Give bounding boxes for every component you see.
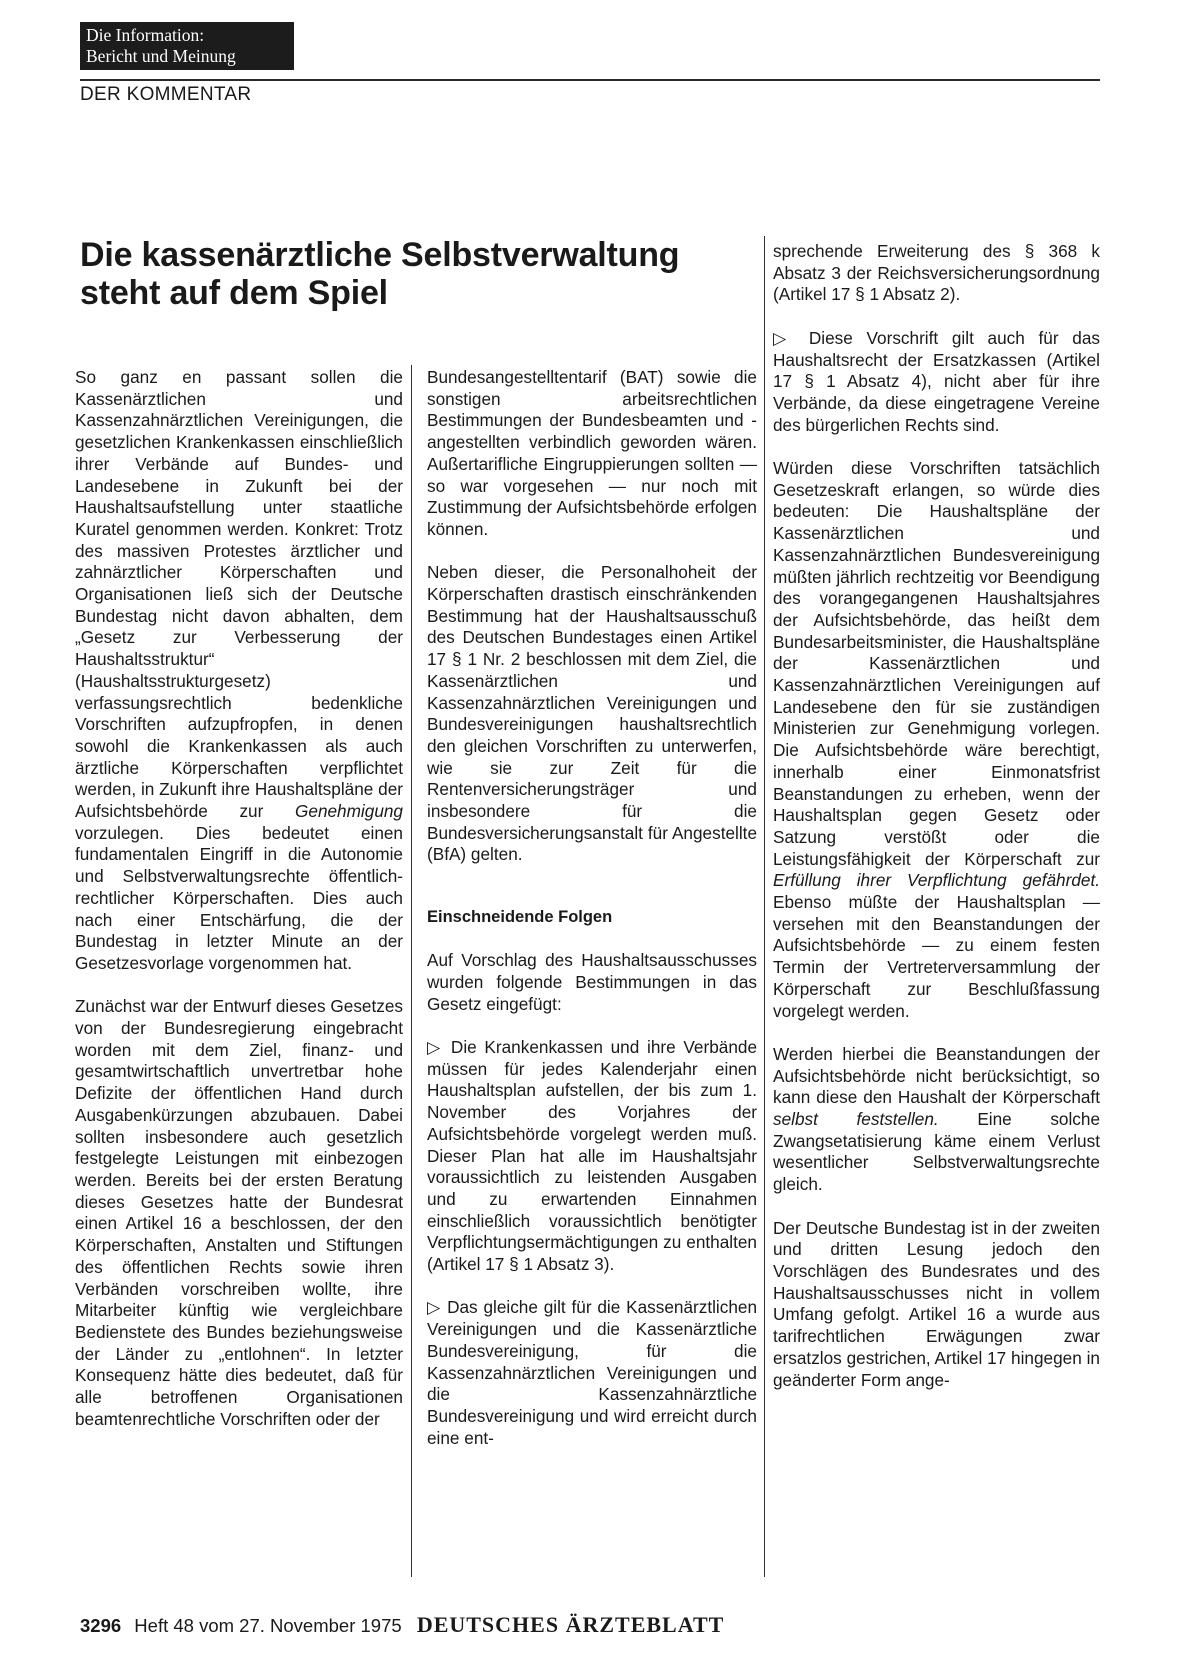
paragraph: Würden diese Vorschriften tatsächlich Gesetzeskraft erlangen, so würde dies bedeuten: Die Haushaltspläne der Kassenärztlichen und Kassenzahnärztlichen Bundesvereinigung müßten jährlich rechtzeitig vor Beendigung des vorangegangenen Haushaltsjahres der Aufsichtsbehörde, das heißt dem Bundesarbeitsminister, die Haushaltspläne der Kassenärztlichen und Kassenzahnärztlichen Vereinigungen auf Landesebene den für sie zuständigen Ministerien zur Genehmigung vorlegen. Die Aufsichtsbehörde wäre berechtigt, innerhalb einer Einmonatsfrist Beanstandungen zu erheben, wenn der Haushaltsplan gegen Gesetz oder Satzung verstößt oder die Leistungsfähigkeit der Körperschaft zur Erfüllung ihrer Verpflichtung gefährdet. Ebenso müßte der Haushaltsplan — versehen mit den Beanstandungen der Aufsichtsbehörde — zu einem festen Termin der Vertreterversammlung der Körperschaft zur Beschlußfassung vorgelegt werden. [773,458,1100,1021]
issue-info: Heft 48 vom 27. November 1975 [134,1615,402,1636]
paragraph: Zunächst war der Entwurf dieses Gesetzes von der Bundesregierung eingebracht worden mit dem Ziel, finanz- und gesamtwirtschaftlich unvertretbar hohe Defizite der öffentlichen Hand durch Ausgabenkürzungen abzubauen. Dabei sollten insbesondere auch gesetzlich festgelegte Leistungen mit einbezogen werden. Bereits bei der ersten Beratung dieses Gesetzes hatte der Bundesrat einen Artikel 16 a beschlossen, der den Körperschaften, Anstalten und Stiftungen des öffentlichen Rechts sowie ihren Verbänden vorschreiben wollte, ihre Mitarbeiter künftig wie vergleichbare Bedienstete des Bundes beziehungsweise der Länder zu „entlohnen“. In letzter Konsequenz hätte dies bedeutet, daß für alle betroffenen Organisationen beamtenrechtliche Vorschriften oder der [75,996,403,1429]
journal-name: DEUTSCHES ÄRZTEBLATT [416,1612,725,1637]
subheading: Einschneidende Folgen [427,907,613,926]
rubric-line-2: Bericht und Meinung [86,46,236,66]
paragraph: Der Deutsche Bundestag ist in der zweiten und dritten Lesung jedoch den Vorschlägen des Bundesrates und des Haushaltsausschusses nicht in vollem Umfang gefolgt. Artikel 16 a wurde aus tarifrechtlichen Erwägungen zwar ersatzlos gestrichen, Artikel 17 hingegen in geänderter Form ange- [773,1217,1100,1390]
column-rule-1 [411,365,412,1577]
spacer [427,888,757,907]
paragraph: Werden hierbei die Beanstandungen der Aufsichtsbehörde nicht berücksichtigt, so kann diese den Haushalt der Körperschaft selbst feststellen. Eine solche Zwangsetatisierung käme einem Verlust wesentlicher Selbstverwaltungsrechte gleich. [773,1043,1101,1195]
triangle-bullet-icon: ▷ [427,1037,444,1058]
column-rule-2 [764,236,765,1577]
section-title: DER KOMMENTAR [80,84,252,105]
rubric-line-1: Die Information: [86,25,205,45]
column-1 [75,367,403,1430]
top-rule [80,79,1100,81]
column-2 [427,367,757,1449]
emphasis: Genehmigung [295,801,403,822]
bullet-paragraph: ▷ Das gleiche gilt für die Kassenärztlichen Vereinigungen und die Kassenärztliche Bundesvereinigung, für die Kassenzahnärztlichen Vereinigungen und die Kassenzahnärztliche Bundesvereinigung und wird erreicht durch eine ent- [427,1297,758,1448]
paragraph: sprechende Erweiterung des § 368 k Absatz 3 der Reichsversicherungsordnung (Artikel 17 § 1 Absatz 2). [773,241,1100,305]
emphasis: Erfüllung ihrer Verpflichtung gefährdet. [773,870,1100,891]
bullet-paragraph: ▷ Die Krankenkassen und ihre Verbände müssen für jedes Kalenderjahr einen Haushaltsplan aufstellen, der bis zum 1. November des Vorjahres der Aufsichtsbehörde vorgelegt werden muß. Dieser Plan hat alle im Haushaltsjahr voraussichtlich zu leistenden Ausgaben und zu erwartenden Einnahmen einschließlich voraussichtlich benötigter Verpflichtungsermächtigungen zu enthalten (Artikel 17 § 1 Absatz 3). [427,1037,758,1275]
headline-line-2: steht auf dem Spiel [80,274,388,312]
bullet-paragraph: ▷ Diese Vorschrift gilt auch für das Haushaltsrecht der Ersatzkassen (Artikel 17 § 1 Absatz 4), nicht aber für ihre Verbände, da diese eingetragene Vereine des bürgerlichen Rechts sind. [773,327,1101,435]
page-footer [80,1612,724,1638]
triangle-bullet-icon: ▷ [773,327,796,348]
headline-line-1: Die kassenärztliche Selbstverwaltung [80,236,680,274]
rubric-label [80,22,294,70]
column-3 [773,241,1100,1391]
page-number: 3296 [80,1615,122,1636]
paragraph: So ganz en passant sollen die Kassenärztlichen und Kassenzahnärztlichen Vereinigungen, die gesetzlichen Krankenkassen einschließlich ihrer Verbände auf Bundes- und Landesebene in Zukunft bei der Haushaltsaufstellung unter staatliche Kuratel genommen werden. Konkret: Trotz des massiven Protestes ärztlicher und zahnärztlicher Körperschaften und Organisationen ließ sich der Deutsche Bundestag nicht davon abhalten, dem „Gesetz zur Verbesserung der Haushaltsstruktur“ (Haushaltsstrukturgesetz) verfassungsrechtlich bedenkliche Vorschriften aufzupfropfen, in denen sowohl die Krankenkassen als auch ärztliche Körperschaften verpflichtet werden, in Zukunft ihre Haushaltspläne der Aufsichtsbehörde zur Genehmigung vorzulegen. Dies bedeutet einen fundamentalen Eingriff in die Autonomie und Selbstverwaltungsrechte öffentlich-rechtlicher Körperschaften. Dies auch nach einer Entschärfung, die der Bundestag in letzter Minute an der Gesetzesvorlage vorgenommen hat. [75,367,403,973]
paragraph: Bundesangestelltentarif (BAT) sowie die sonstigen arbeitsrechtlichen Bestimmungen der Bundesbeamten und -angestellten verbindlich geworden wären. Außertarifliche Eingruppierungen sollten — so war vorgesehen — nur noch mit Zustimmung der Aufsichtsbehörde erfolgen können. [427,367,757,539]
paragraph: Auf Vorschlag des Haushaltsausschusses wurden folgende Bestimmungen in das Gesetz eingefügt: [427,950,757,1014]
headline [80,236,760,312]
emphasis: selbst feststellen. [773,1109,939,1130]
triangle-bullet-icon: ▷ [427,1297,442,1318]
paragraph: Neben dieser, die Personalhoheit der Körperschaften drastisch einschränkenden Bestimmung hat der Haushaltsausschuß des Deutschen Bundestages einen Artikel 17 § 1 Nr. 2 beschlossen mit dem Ziel, die Kassenärztlichen und Kassenzahnärztlichen Vereinigungen und Bundesvereinigungen haushaltsrechtlich den gleichen Vorschriften zu unterwerfen, wie sie zur Zeit für die Rentenversicherungsträger und insbesondere für die Bundesversicherungsanstalt für Angestellte (BfA) gelten. [427,562,757,865]
